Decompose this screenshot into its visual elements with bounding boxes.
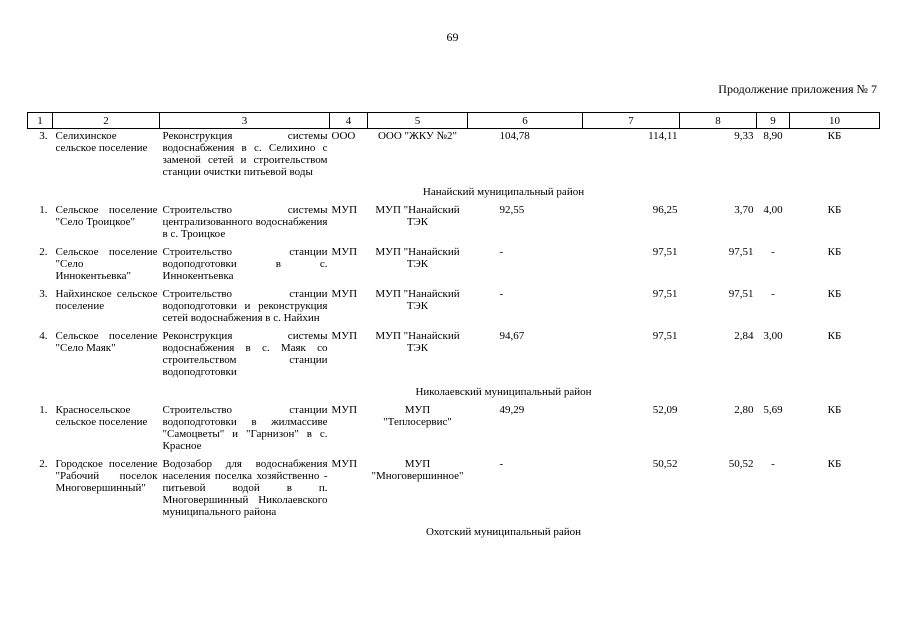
district-heading: Охотский муниципальный район xyxy=(425,526,582,538)
value-col7: 114,11 xyxy=(648,130,678,142)
funding-source: КБ xyxy=(827,204,842,216)
settlement-name: Сельское поселение "Село Троицкое" xyxy=(55,204,158,228)
header-cell-3: 3 xyxy=(160,113,330,129)
value-col9: 4,00 xyxy=(763,204,783,216)
table-row xyxy=(28,129,880,184)
header-cell-8: 8 xyxy=(680,113,757,129)
table-header xyxy=(28,113,880,129)
value-col6: - xyxy=(499,246,504,258)
project-description: Строительство станции водоподготовки в с. Иннокентьевка xyxy=(162,246,328,282)
value-col8: 97,51 xyxy=(728,288,754,300)
funding-source: КБ xyxy=(827,288,842,300)
funding-source: КБ xyxy=(827,246,842,258)
row-number: 1. xyxy=(39,404,48,416)
page-number: 69 xyxy=(446,30,459,44)
project-description: Строительство станции водоподготовки и реконструкция сетей водоснабжения в с. Найхин xyxy=(162,288,328,324)
district-row xyxy=(28,183,880,203)
value-col9: 8,90 xyxy=(763,130,783,142)
settlement-name: Сельское поселение "Село Маяк" xyxy=(55,330,158,354)
header-cell-6: 6 xyxy=(468,113,583,129)
org-type: МУП xyxy=(331,330,358,342)
table-body xyxy=(28,129,880,544)
header-cell-10: 10 xyxy=(790,113,880,129)
organization: МУП "Нанайский ТЭК xyxy=(375,246,460,270)
project-description: Строительство системы централизованного водоснабжения в с. Троицкое xyxy=(162,204,328,240)
value-col6: 104,78 xyxy=(499,130,530,142)
organization: МУП "Нанайский ТЭК xyxy=(375,288,460,312)
table-row xyxy=(28,203,880,245)
continuation-label: Продолжение приложения № 7 xyxy=(718,82,877,96)
funding-source: КБ xyxy=(827,130,842,142)
header-cell-9: 9 xyxy=(757,113,790,129)
row-number: 4. xyxy=(39,330,48,342)
value-col9: 5,69 xyxy=(763,404,783,416)
header-cell-4: 4 xyxy=(330,113,368,129)
value-col9: - xyxy=(771,288,775,300)
org-type: МУП xyxy=(331,246,358,258)
value-col7: 96,25 xyxy=(652,204,678,216)
header-cell-1: 1 xyxy=(28,113,53,129)
row-number: 3. xyxy=(39,288,48,300)
settlement-name: Найхинское сельское поселение xyxy=(55,288,158,312)
value-col8: 9,33 xyxy=(734,130,754,142)
funding-source: КБ xyxy=(827,404,842,416)
value-col9: 3,00 xyxy=(763,330,783,342)
project-description: Водозабор для водоснабжения населения поселка хозяйственно - питьевой водой в п. Многовершинный Николаевского муниципального района xyxy=(162,458,328,518)
table-row xyxy=(28,403,880,457)
funding-source: КБ xyxy=(827,330,842,342)
header-cell-2: 2 xyxy=(53,113,160,129)
value-col8: 50,52 xyxy=(728,458,754,470)
value-col7: 52,09 xyxy=(652,404,678,416)
organization: МУП "Нанайский ТЭК xyxy=(375,330,460,354)
district-heading: Нанайский муниципальный район xyxy=(422,186,585,198)
header-row xyxy=(28,113,880,129)
row-number: 2. xyxy=(39,246,48,258)
value-col8: 97,51 xyxy=(728,246,754,258)
value-col6: - xyxy=(499,288,504,300)
row-number: 1. xyxy=(39,204,48,216)
value-col7: 97,51 xyxy=(652,330,678,342)
value-col6: - xyxy=(499,458,504,470)
district-row xyxy=(28,523,880,543)
value-col6: 92,55 xyxy=(499,204,525,216)
header-cell-5: 5 xyxy=(368,113,468,129)
header-cell-7: 7 xyxy=(583,113,680,129)
org-type: МУП xyxy=(331,204,358,216)
project-description: Строительство станции водоподготовки в жилмассиве "Самоцветы" и "Гарнизон" в с. Красное xyxy=(162,404,328,452)
org-type: ООО xyxy=(331,130,356,142)
project-description: Реконструкция системы водоснабжения в с. Селихино с заменой сетей и строительством станции очистки питьевой воды xyxy=(162,130,328,178)
value-col6: 49,29 xyxy=(499,404,525,416)
settlement-name: Городское поселение "Рабочий поселок Многовершинный" xyxy=(55,458,158,494)
value-col8: 3,70 xyxy=(734,204,754,216)
org-type: МУП xyxy=(331,404,358,416)
value-col6: 94,67 xyxy=(499,330,525,342)
value-col9: - xyxy=(771,458,775,470)
organization: МУП "Нанайский ТЭК xyxy=(375,204,460,228)
table-row xyxy=(28,245,880,287)
settlement-name: Красносельское сельское поселение xyxy=(55,404,148,428)
value-col9: - xyxy=(771,246,775,258)
settlement-name: Селихинское сельское поселение xyxy=(55,130,148,154)
value-col7: 97,51 xyxy=(652,288,678,300)
district-row xyxy=(28,383,880,403)
table-row xyxy=(28,287,880,329)
organization: МУП "Многовершинное" xyxy=(371,458,464,482)
project-description: Реконструкция системы водоснабжения в с. Маяк со строительством станции водоподготовки xyxy=(162,330,328,378)
row-number: 2. xyxy=(39,458,48,470)
value-col7: 97,51 xyxy=(652,246,678,258)
org-type: МУП xyxy=(331,288,358,300)
value-col8: 2,80 xyxy=(734,404,754,416)
program-table xyxy=(27,112,880,543)
table-row xyxy=(28,329,880,383)
settlement-name: Сельское поселение "Село Иннокентьевка" xyxy=(55,246,158,282)
district-heading: Николаевский муниципальный район xyxy=(415,386,592,398)
table-row xyxy=(28,457,880,523)
organization: МУП "Теплосервис" xyxy=(383,404,452,428)
value-col8: 2,84 xyxy=(734,330,754,342)
funding-source: КБ xyxy=(827,458,842,470)
value-col7: 50,52 xyxy=(652,458,678,470)
organization: ООО "ЖКУ №2" xyxy=(377,130,458,142)
row-number: 3. xyxy=(39,130,48,142)
org-type: МУП xyxy=(331,458,358,470)
